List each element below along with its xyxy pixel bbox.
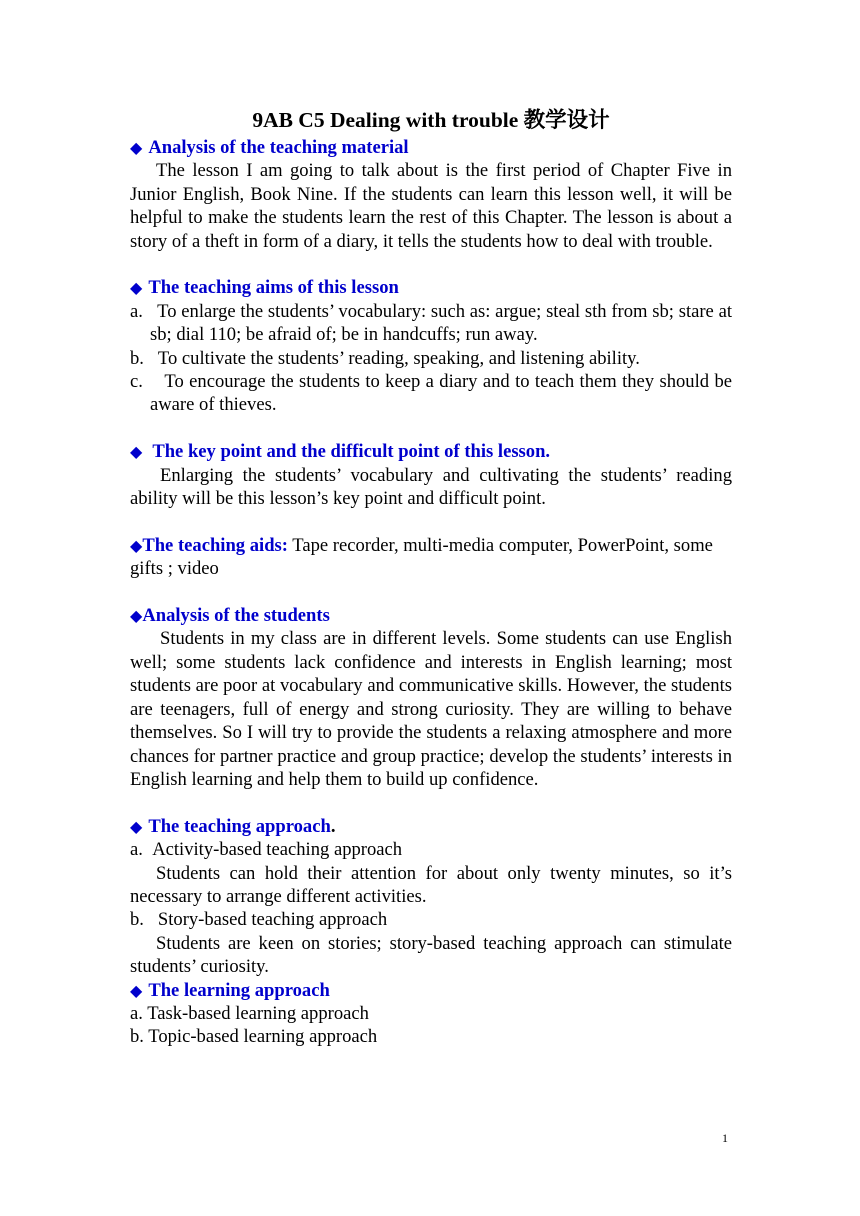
aids-text: Tape recorder, multi-media computer, PowerPoint, some gifts ; video <box>130 534 713 580</box>
heading-text: Analysis of the teaching material <box>148 137 409 158</box>
diamond-bullet-icon: ◆ <box>130 535 143 555</box>
diamond-bullet-icon: ◆ <box>130 606 143 626</box>
list-item: a. Activity-based teaching approach <box>130 839 403 861</box>
heading-text: The teaching approach <box>148 815 331 837</box>
page-number: 1 <box>722 1131 728 1145</box>
section-aids <box>130 534 732 581</box>
list-item: a. Task-based learning approach <box>130 1002 369 1024</box>
list-item: b. Topic-based learning approach <box>130 1026 378 1048</box>
list-item: c. To encourage the students to keep a diary and to teach them they should be aware of thieves. <box>130 371 732 416</box>
heading-text: The key point and the difficult point of this lesson. <box>152 441 551 463</box>
heading-text: The learning approach <box>148 979 330 1001</box>
heading-text: Analysis of the students <box>142 605 330 627</box>
section-heading-aims <box>130 276 732 299</box>
heading-text: The teaching aims of this lesson <box>148 277 399 299</box>
diamond-bullet-icon: ◆ <box>130 980 143 1000</box>
paragraph-approach-a: Students can hold their attention for about only twenty minutes, so it’s necessary to arrange different activities. <box>130 862 732 907</box>
document-title: 9AB C5 Dealing with trouble 教学设计 <box>252 108 610 132</box>
diamond-bullet-icon: ◆ <box>130 816 143 836</box>
paragraph-keypoint: Enlarging the students’ vocabulary and cultivating the students’ reading ability will be this lesson’s key point and difficult point. <box>130 464 732 510</box>
section-heading-keypoint <box>130 440 732 463</box>
section-heading-students <box>130 604 732 627</box>
heading-period: . <box>330 815 336 837</box>
document-page <box>130 106 732 1049</box>
diamond-bullet-icon: ◆ <box>130 138 143 157</box>
diamond-bullet-icon: ◆ <box>130 442 143 462</box>
list-item: b. To cultivate the students’ reading, speaking, and listening ability. <box>130 347 640 369</box>
heading-text: The teaching aids: <box>142 534 288 556</box>
paragraph-students: Students in my class are in different levels. Some students can use English well; some students lack confidence and interests in English learning; most students are poor at vocabulary and communicative skills. However, the students are teenagers, full of energy and strong curiosity. They are willing to behave themselves. So I will try to provide the students a relaxing atmosphere and more chances for partner practice and group practice; develop the students’ interests in English learning and help them to build up confidence. <box>130 628 732 790</box>
paragraph-approach-b: Students are keen on stories; story-based teaching approach can stimulate students’ curiosity. <box>130 932 732 978</box>
list-item: a. To enlarge the students’ vocabulary: such as: argue; steal sth from sb; stare at sb; dial 110; be afraid of; be in handcuffs; run away. <box>130 300 732 346</box>
section-heading-learning <box>130 979 732 1002</box>
list-item: b. Story-based teaching approach <box>130 909 388 931</box>
section-heading-approach <box>130 815 732 838</box>
section-heading-material <box>130 136 732 159</box>
paragraph-material: The lesson I am going to talk about is the first period of Chapter Five in Junior English, Book Nine. If the students can learn this lesson well, it will be helpful to make the students learn the rest of this Chapter. The lesson is about a story of a theft in form of a diary, it tells the students how to deal with trouble. <box>130 160 732 252</box>
diamond-bullet-icon: ◆ <box>130 278 143 298</box>
